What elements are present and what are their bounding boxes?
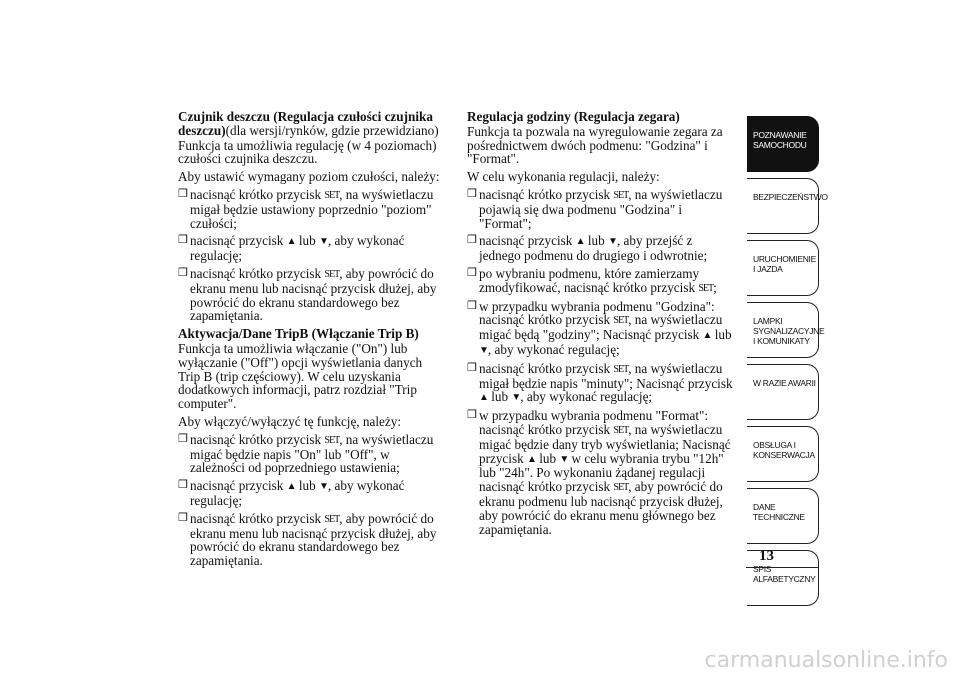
set-button-icon: SET (698, 282, 714, 294)
checkbox-bullet-icon: ❒ (178, 432, 188, 445)
checkbox-bullet-icon: ❒ (467, 234, 477, 247)
clock-steps-intro: W celu wykonania regulacji, należy: (467, 169, 660, 185)
tab-uruchomienie-i-jazda[interactable]: URUCHOMIENIE I JAZDA (747, 240, 819, 296)
set-button-icon: SET (613, 363, 629, 375)
checkbox-bullet-icon: ❒ (467, 266, 477, 279)
down-button-icon: ▼ (319, 481, 328, 493)
tab-lampki-sygnalizacyjne[interactable]: LAMPKI SYGNALIZACYJNE I KOMUNIKATY (747, 302, 819, 358)
set-button-icon: SET (324, 513, 340, 525)
set-button-icon: SET (613, 482, 629, 494)
page-number-rule (746, 567, 818, 568)
rain-sensor-heading: Czujnik deszczu (Regulacja czułości czujnika deszczu)(dla wersji/rynków, gdzie przewidziano) (178, 109, 439, 138)
list-item: ❒ w przypadku wybrania podmenu "Format": nacisnąć krótko przycisk SET, na wyświetlaczu migać będzie dany tryb wyświetlania; Nacisnąć przycisk ▲ lub ▼ w celu wybrania trybu "12h" lub "24h". Po wykonaniu żądanej regulacji nacisnąć krótko przycisk SET, aby powrócić do ekranu podmenu lub nacisnąć przycisk dłużej, aby powrócić do ekranu menu głównego bez zapamiętania. (467, 408, 731, 537)
tripb-intro: Funkcja ta umożliwia włączanie ("On") lub wyłączanie ("Off") opcji wyświetlania danych Trip B (trip częściowy). W celu uzyskania dodatkowych informacji, patrz rozdział "Trip computer". (178, 340, 423, 412)
tripb-heading: Aktywacja/Dane TripB (Włączanie Trip B) (178, 326, 419, 342)
list-item: ❒ nacisnąć przycisk ▲ lub ▼, aby przejść z jednego podmenu do drugiego i odwrotnie; (467, 233, 708, 264)
chapter-tabs (747, 116, 828, 612)
up-button-icon: ▲ (575, 236, 585, 248)
rain-sensor-steps (178, 188, 446, 323)
list-item: ❒ nacisnąć przycisk ▲ lub ▼, aby wykonać regulację; (178, 478, 405, 508)
checkbox-bullet-icon: ❒ (178, 266, 188, 279)
set-button-icon: SET (324, 268, 340, 280)
list-item: ❒ nacisnąć krótko przycisk SET, na wyświetlaczu migać będzie napis "On" lub "Off", w zależności od poprzedniego ustawienia; (178, 431, 434, 476)
down-button-icon: ▼ (319, 236, 328, 248)
up-button-icon: ▲ (479, 392, 488, 404)
left-column (178, 110, 446, 572)
list-item: ❒ w przypadku wybrania podmenu "Godzina": nacisnąć krótko przycisk SET, na wyświetlaczu migać będą "godziny"; Nacisnąć przycisk ▲ lub ▼, aby wykonać regulację; (467, 298, 732, 357)
list-item: ❒ nacisnąć krótko przycisk SET, aby powrócić do ekranu menu lub nacisnąć przycisk dłużej, aby powrócić do ekranu standardowego bez zapamiętania. (178, 510, 437, 569)
rain-sensor-intro: Funkcja ta umożliwia regulację (w 4 poziomach) czułości czujnika deszczu. (178, 137, 437, 167)
tab-poznawanie-samochodu[interactable]: POZNAWANIE SAMOCHODU (747, 116, 819, 172)
down-button-icon: ▼ (608, 236, 617, 248)
watermark: carmanualsonline.info (704, 648, 948, 673)
up-button-icon: ▲ (702, 330, 712, 342)
tab-obsluga-i-konserwacja[interactable]: OBSŁUGA I KONSERWACJA (747, 426, 819, 482)
rain-sensor-steps-intro: Aby ustawić wymagany poziom czułości, należy: (178, 169, 440, 185)
tripb-steps-intro: Aby włączyć/wyłączyć tę funkcję, należy: (178, 413, 401, 429)
list-item: ❒ nacisnąć krótko przycisk SET, aby powrócić do ekranu menu lub nacisnąć przycisk dłużej, aby powrócić do ekranu standardowego bez zapamiętania. (178, 265, 437, 324)
checkbox-bullet-icon: ❒ (178, 511, 188, 524)
right-column (467, 110, 737, 540)
tab-dane-techniczne[interactable]: DANE TECHNICZNE (747, 488, 819, 544)
set-button-icon: SET (324, 189, 340, 201)
list-item: ❒ nacisnąć krótko przycisk SET, na wyświetlaczu pojawią się dwa podmenu "Godzina" i "Format"; (467, 186, 723, 231)
checkbox-bullet-icon: ❒ (467, 409, 477, 422)
tab-bezpieczenstwo[interactable]: BEZPIECZEŃSTWO (747, 178, 819, 234)
page-number: 13 (759, 548, 774, 564)
list-item: ❒ nacisnąć przycisk ▲ lub ▼, aby wykonać regulację; (178, 233, 405, 264)
checkbox-bullet-icon: ❒ (178, 479, 188, 492)
down-button-icon: ▼ (479, 344, 488, 356)
checkbox-bullet-icon: ❒ (467, 299, 477, 312)
up-button-icon: ▲ (286, 236, 296, 248)
checkbox-bullet-icon: ❒ (178, 187, 188, 200)
tab-w-razie-awarii[interactable]: W RAZIE AWARII (747, 364, 819, 420)
clock-intro: Funkcja ta pozwala na wyregulowanie zegara za pośrednictwem dwóch podmenu: "Godzina" i "Format". (467, 123, 723, 167)
clock-steps (467, 188, 737, 536)
down-button-icon: ▼ (511, 392, 521, 404)
list-item: ❒ po wybraniu podmenu, które zamierzamy zmodyfikować, nacisnąć krótko przycisk SET; (467, 265, 717, 295)
clock-heading: Regulacja godziny (Regulacja zegara) (467, 109, 680, 124)
tripb-steps (178, 433, 446, 568)
up-button-icon: ▲ (526, 453, 536, 465)
set-button-icon: SET (613, 315, 629, 327)
up-button-icon: ▲ (286, 481, 296, 493)
list-item: ❒ nacisnąć krótko przycisk SET, na wyświetlaczu migał będzie ustawiony poprzednio "poziom" czułości; (178, 186, 434, 231)
set-button-icon: SET (613, 424, 629, 436)
set-button-icon: SET (324, 434, 340, 446)
down-button-icon: ▼ (559, 453, 569, 465)
checkbox-bullet-icon: ❒ (467, 361, 477, 374)
list-item: ❒ nacisnąć krótko przycisk SET, na wyświetlaczu migał będzie napis "minuty"; Nacisnąć przycisk ▲ lub ▼, aby wykonać regulację; (467, 360, 733, 405)
set-button-icon: SET (613, 189, 629, 201)
checkbox-bullet-icon: ❒ (467, 187, 477, 200)
tab-spis-alfabetyczny[interactable]: SPIS ALFABETYCZNY (747, 550, 819, 606)
checkbox-bullet-icon: ❒ (178, 234, 188, 247)
